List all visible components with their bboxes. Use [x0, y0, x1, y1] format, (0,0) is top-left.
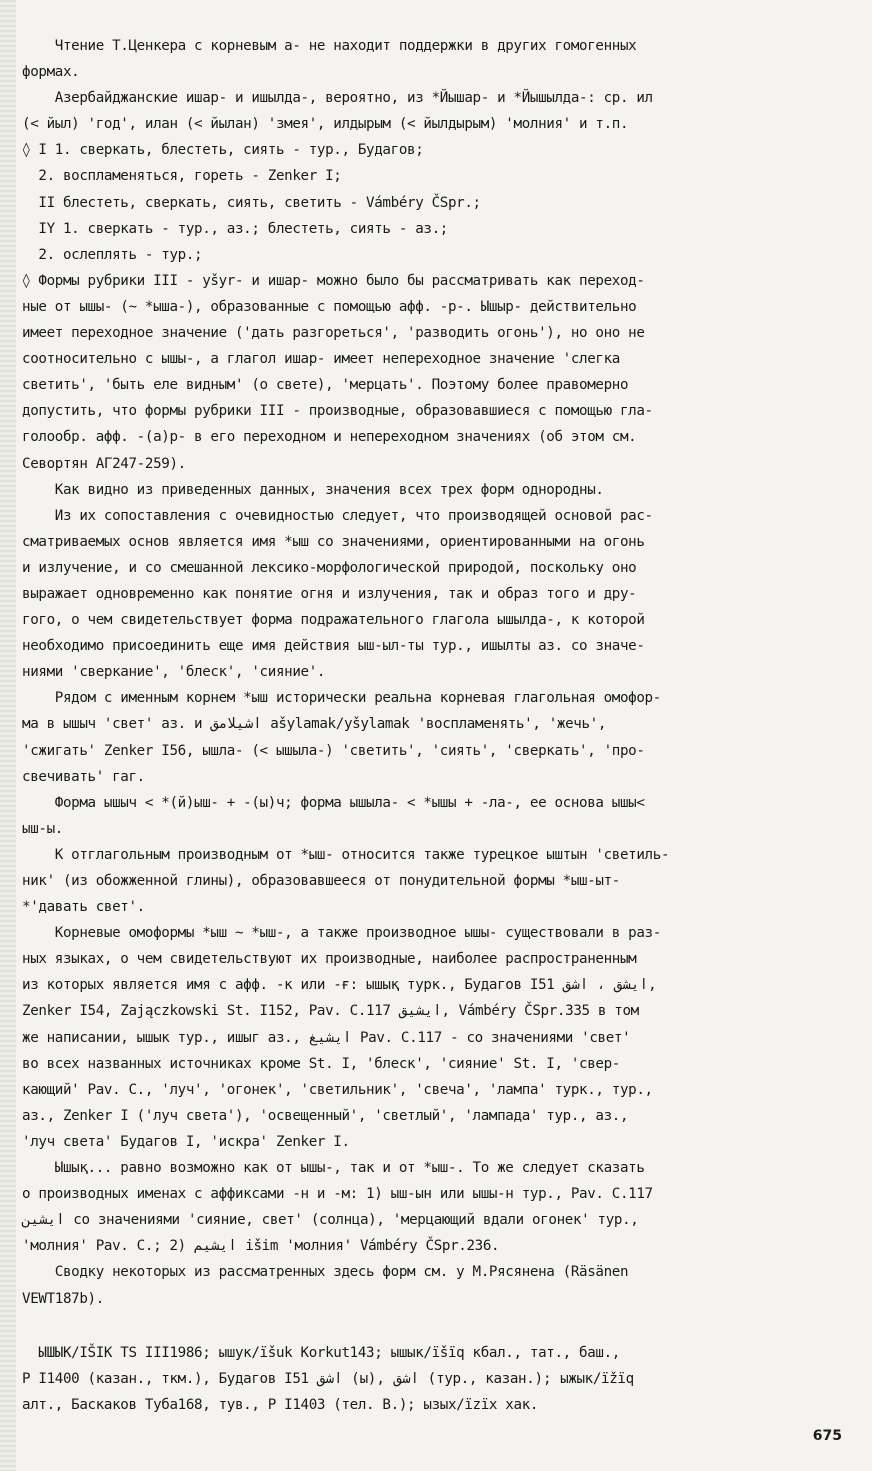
entry-line: ЫШЫК/IŠIK TS III1986; ышук/ïšuk Korkut143; ышык/ïšïq кбал., тат., баш.,	[22, 1344, 620, 1361]
dictionary-entry	[22, 1340, 852, 1418]
text-line: имеет переходное значение ('дать разгореться', 'разводить огонь'), но оно не	[22, 325, 645, 342]
text-line: выражает одновременно как понятие огня и излучения, так и образ того и дру-	[22, 585, 637, 602]
text-line: свечивать' гаг.	[22, 768, 145, 785]
text-line: во всех названных источниках кроме St. I, 'блеск', 'сияние' St. I, 'свер-	[22, 1055, 620, 1072]
text-line: IY 1. сверкать - тур., аз.; блестеть, сиять - аз.;	[22, 220, 448, 237]
text-line: ايشين со значениями 'сияние, свет' (солнца), 'мерцающий вдали огонек' тур.,	[22, 1212, 639, 1229]
text-line: К отглагольным производным от *ыш- относится также турецкое ыштын 'светиль-	[22, 846, 670, 863]
text-line: 'луч света' Будагов I, 'искра' Zenker I.	[22, 1133, 350, 1150]
text-line: 'молния' Pav. C.; 2) ايشيم išim 'молния' Vámbéry ČSpr.236.	[22, 1238, 500, 1255]
text-line: формах.	[22, 64, 80, 81]
text-line: ник' (из обожженной глины), образовавшееся от понудительной формы *ыш-ыт-	[22, 873, 620, 889]
text-line: Сводку некоторых из рассматренных здесь форм см. у М.Рясянена (Räsänen	[22, 1264, 629, 1281]
page-number: 675	[812, 1428, 842, 1444]
text-line: ыш-ы.	[22, 820, 63, 837]
main-text	[22, 33, 852, 1312]
text-line: Форма ышыч < *(й)ыш- + -(ы)ч; форма ышыла- < *ышы + -ла-, ее основа ышы<	[22, 794, 645, 811]
section-gap	[22, 1312, 852, 1340]
text-line: аз., Zenker I ('луч света'), 'освещенный', 'светлый', 'лампада' тур., аз.,	[22, 1107, 629, 1124]
scan-edge	[0, 0, 16, 1471]
document-body	[22, 33, 852, 1418]
entry-line: алт., Баскаков Туба168, тув., Р I1403 (тел. В.); ызых/ïzïx хак.	[22, 1396, 539, 1413]
text-line: 'сжигать' Zenker I56, ышла- (< ышыла-) 'светить', 'сиять', 'сверкать', 'про-	[22, 742, 645, 759]
text-line: светить', 'быть еле видным' (о свете), 'мерцать'. Поэтому более правомерно	[22, 377, 629, 394]
text-line: же написании, ышык тур., ишыг аз., ايشيغ Pav. C.117 - со значениями 'свет'	[22, 1029, 631, 1046]
text-line: и излучение, и со смешанной лексико-морфологической природой, поскольку оно	[22, 559, 637, 576]
text-line: необходимо присоединить еще имя действия ыш-ыл-ты тур., ишылты аз. со значе-	[22, 638, 645, 655]
text-line: Рядом с именным корнем *ыш исторически реальна корневая глагольная омофор-	[22, 690, 661, 707]
text-line: 2. ослеплять - тур.;	[22, 246, 203, 263]
text-line: из которых является имя с афф. -к или -ғ: ышық турк., Будагов I51 ايشق ، اشق,	[22, 977, 657, 994]
text-line: II блестеть, сверкать, сиять, светить - Vámbéry ČSpr.;	[22, 194, 481, 211]
text-line: соотносительно с ышы-, а глагол ишар- имеет непереходное значение 'слегка	[22, 351, 620, 368]
text-line: Чтение Т.Ценкера с корневым а- не находит поддержки в других гомогенных	[22, 38, 637, 54]
text-line: Zenker I54, Zajączkowski St. I152, Pav. C.117 ايشيق, Vámbéry ČSpr.335 в том	[22, 1003, 639, 1020]
text-line: ниями 'сверкание', 'блеск', 'сияние'.	[22, 664, 326, 681]
text-line: ◊ I 1. сверкать, блестеть, сиять - тур., Будагов;	[22, 142, 424, 159]
text-line: *'давать свет'.	[22, 899, 145, 916]
text-line: VEWT187b).	[22, 1290, 104, 1307]
text-line: ◊ Формы рубрики III - yšyr- и ишар- можно было бы рассматривать как переход-	[22, 272, 645, 289]
text-line: Севортян АГ247-259).	[22, 455, 186, 472]
text-line: Как видно из приведенных данных, значения всех трех форм однородны.	[22, 481, 604, 498]
text-line: допустить, что формы рубрики III - производные, образовавшиеся с помощью гла-	[22, 403, 653, 420]
text-line: Корневые омоформы *ыш ~ *ыш-, а также производное ышы- существовали в раз-	[22, 925, 661, 942]
text-line: о производных именах с аффиксами -н и -м: 1) ыш-ын или ышы-н тур., Pav. C.117	[22, 1186, 653, 1203]
text-line: (< йыл) 'год', илан (< йылан) 'змея', илдырым (< йылдырым) 'молния' и т.п.	[22, 116, 629, 133]
text-line: ма в ышыч 'свет' аз. и اشيلامق ašylamak/yšylamak 'воспламенять', 'жечь',	[22, 716, 607, 733]
text-line: ных языках, о чем свидетельствуют их производные, наиболее распространенным	[22, 951, 637, 968]
text-line: Ышық... равно возможно как от ышы-, так и от *ыш-. То же следует сказать	[22, 1160, 645, 1177]
entry-line: Р I1400 (казан., ткм.), Будагов I51 اشق (ы), اشق (тур., казан.); ыжык/ïžïq	[22, 1370, 634, 1387]
text-line: кающий' Pav. C., 'луч', 'огонек', 'светильник', 'свеча', 'лампа' турк., тур.,	[22, 1081, 653, 1098]
text-line: сматриваемых основ является имя *ыш со значениями, ориентированными на огонь	[22, 533, 645, 550]
text-line: голообр. афф. -(а)р- в его переходном и непереходном значениях (об этом см.	[22, 429, 637, 446]
text-line: Азербайджанские ишар- и ишылда-, вероятно, из *Йышар- и *Йышылда-: ср. ил	[22, 90, 653, 107]
text-line: 2. воспламеняться, гореть - Zenker I;	[22, 168, 342, 185]
text-line: Из их сопоставления с очевидностью следует, что производящей основой рас-	[22, 507, 653, 524]
text-line: гого, о чем свидетельствует форма подражательного глагола ышылда-, к которой	[22, 612, 645, 629]
text-line: ные от ышы- (~ *ыша-), образованные с помощью афф. -р-. Ышыр- действительно	[22, 298, 637, 315]
